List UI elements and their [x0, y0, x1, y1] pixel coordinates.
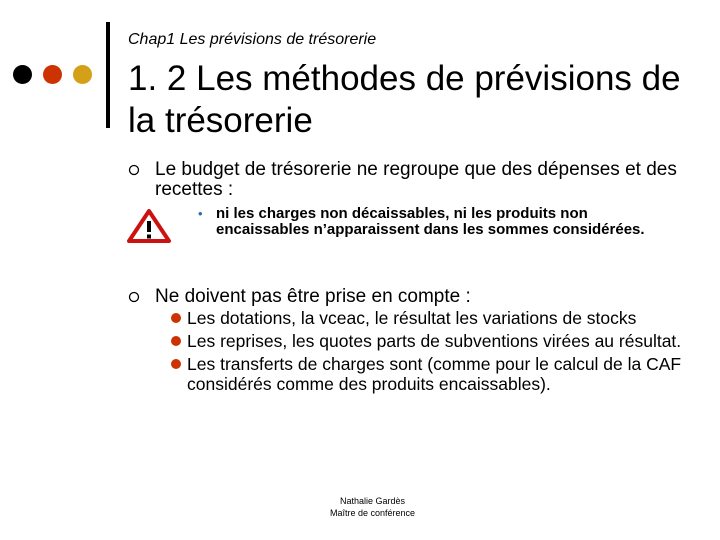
slide-title: 1. 2 Les méthodes de prévisions de la trésorerie — [128, 59, 681, 140]
decorative-dots — [13, 65, 93, 85]
bullet-2-items — [158, 308, 698, 394]
list-item — [158, 354, 698, 394]
list-item — [158, 331, 698, 351]
list-item-text: Les transferts de charges sont (comme pour le calcul de la CAF considérés comme des produits encaissables). — [187, 354, 682, 394]
red-bullet-icon — [171, 313, 181, 323]
list-item — [158, 308, 698, 328]
warning-note-text: ni les charges non décaissables, ni les produits non encaissables n’apparaissent dans les sommes considérées. — [216, 205, 645, 238]
warning-icon — [127, 209, 171, 243]
gold-dot-icon — [73, 65, 92, 84]
footer — [0, 495, 720, 519]
slide-subtitle: Chap1 Les prévisions de trésorerie — [128, 31, 377, 48]
list-item-text: Les reprises, les quotes parts de subventions virées au résultat. — [187, 331, 682, 351]
black-dot-icon — [13, 65, 32, 84]
bullet-2 — [128, 287, 698, 397]
hollow-circle-bullet-icon — [128, 164, 140, 176]
list-item-text: Les dotations, la vceac, le résultat les variations de stocks — [187, 308, 637, 328]
bullet-1 — [128, 160, 698, 200]
red-dot-icon — [43, 65, 62, 84]
small-square-bullet-icon: • — [198, 206, 203, 221]
footer-role: Maître de conférence — [329, 508, 416, 518]
warning-note — [198, 206, 678, 237]
red-bullet-icon — [171, 336, 181, 346]
footer-author: Nathalie Gardès — [339, 496, 406, 506]
red-bullet-icon — [171, 359, 181, 369]
bullet-2-text: Ne doivent pas être prise en compte : — [155, 286, 471, 307]
bullet-1-text: Le budget de trésorerie ne regroupe que des dépenses et des recettes : — [155, 159, 677, 200]
hollow-circle-bullet-icon — [128, 291, 140, 303]
vertical-divider — [106, 22, 110, 128]
